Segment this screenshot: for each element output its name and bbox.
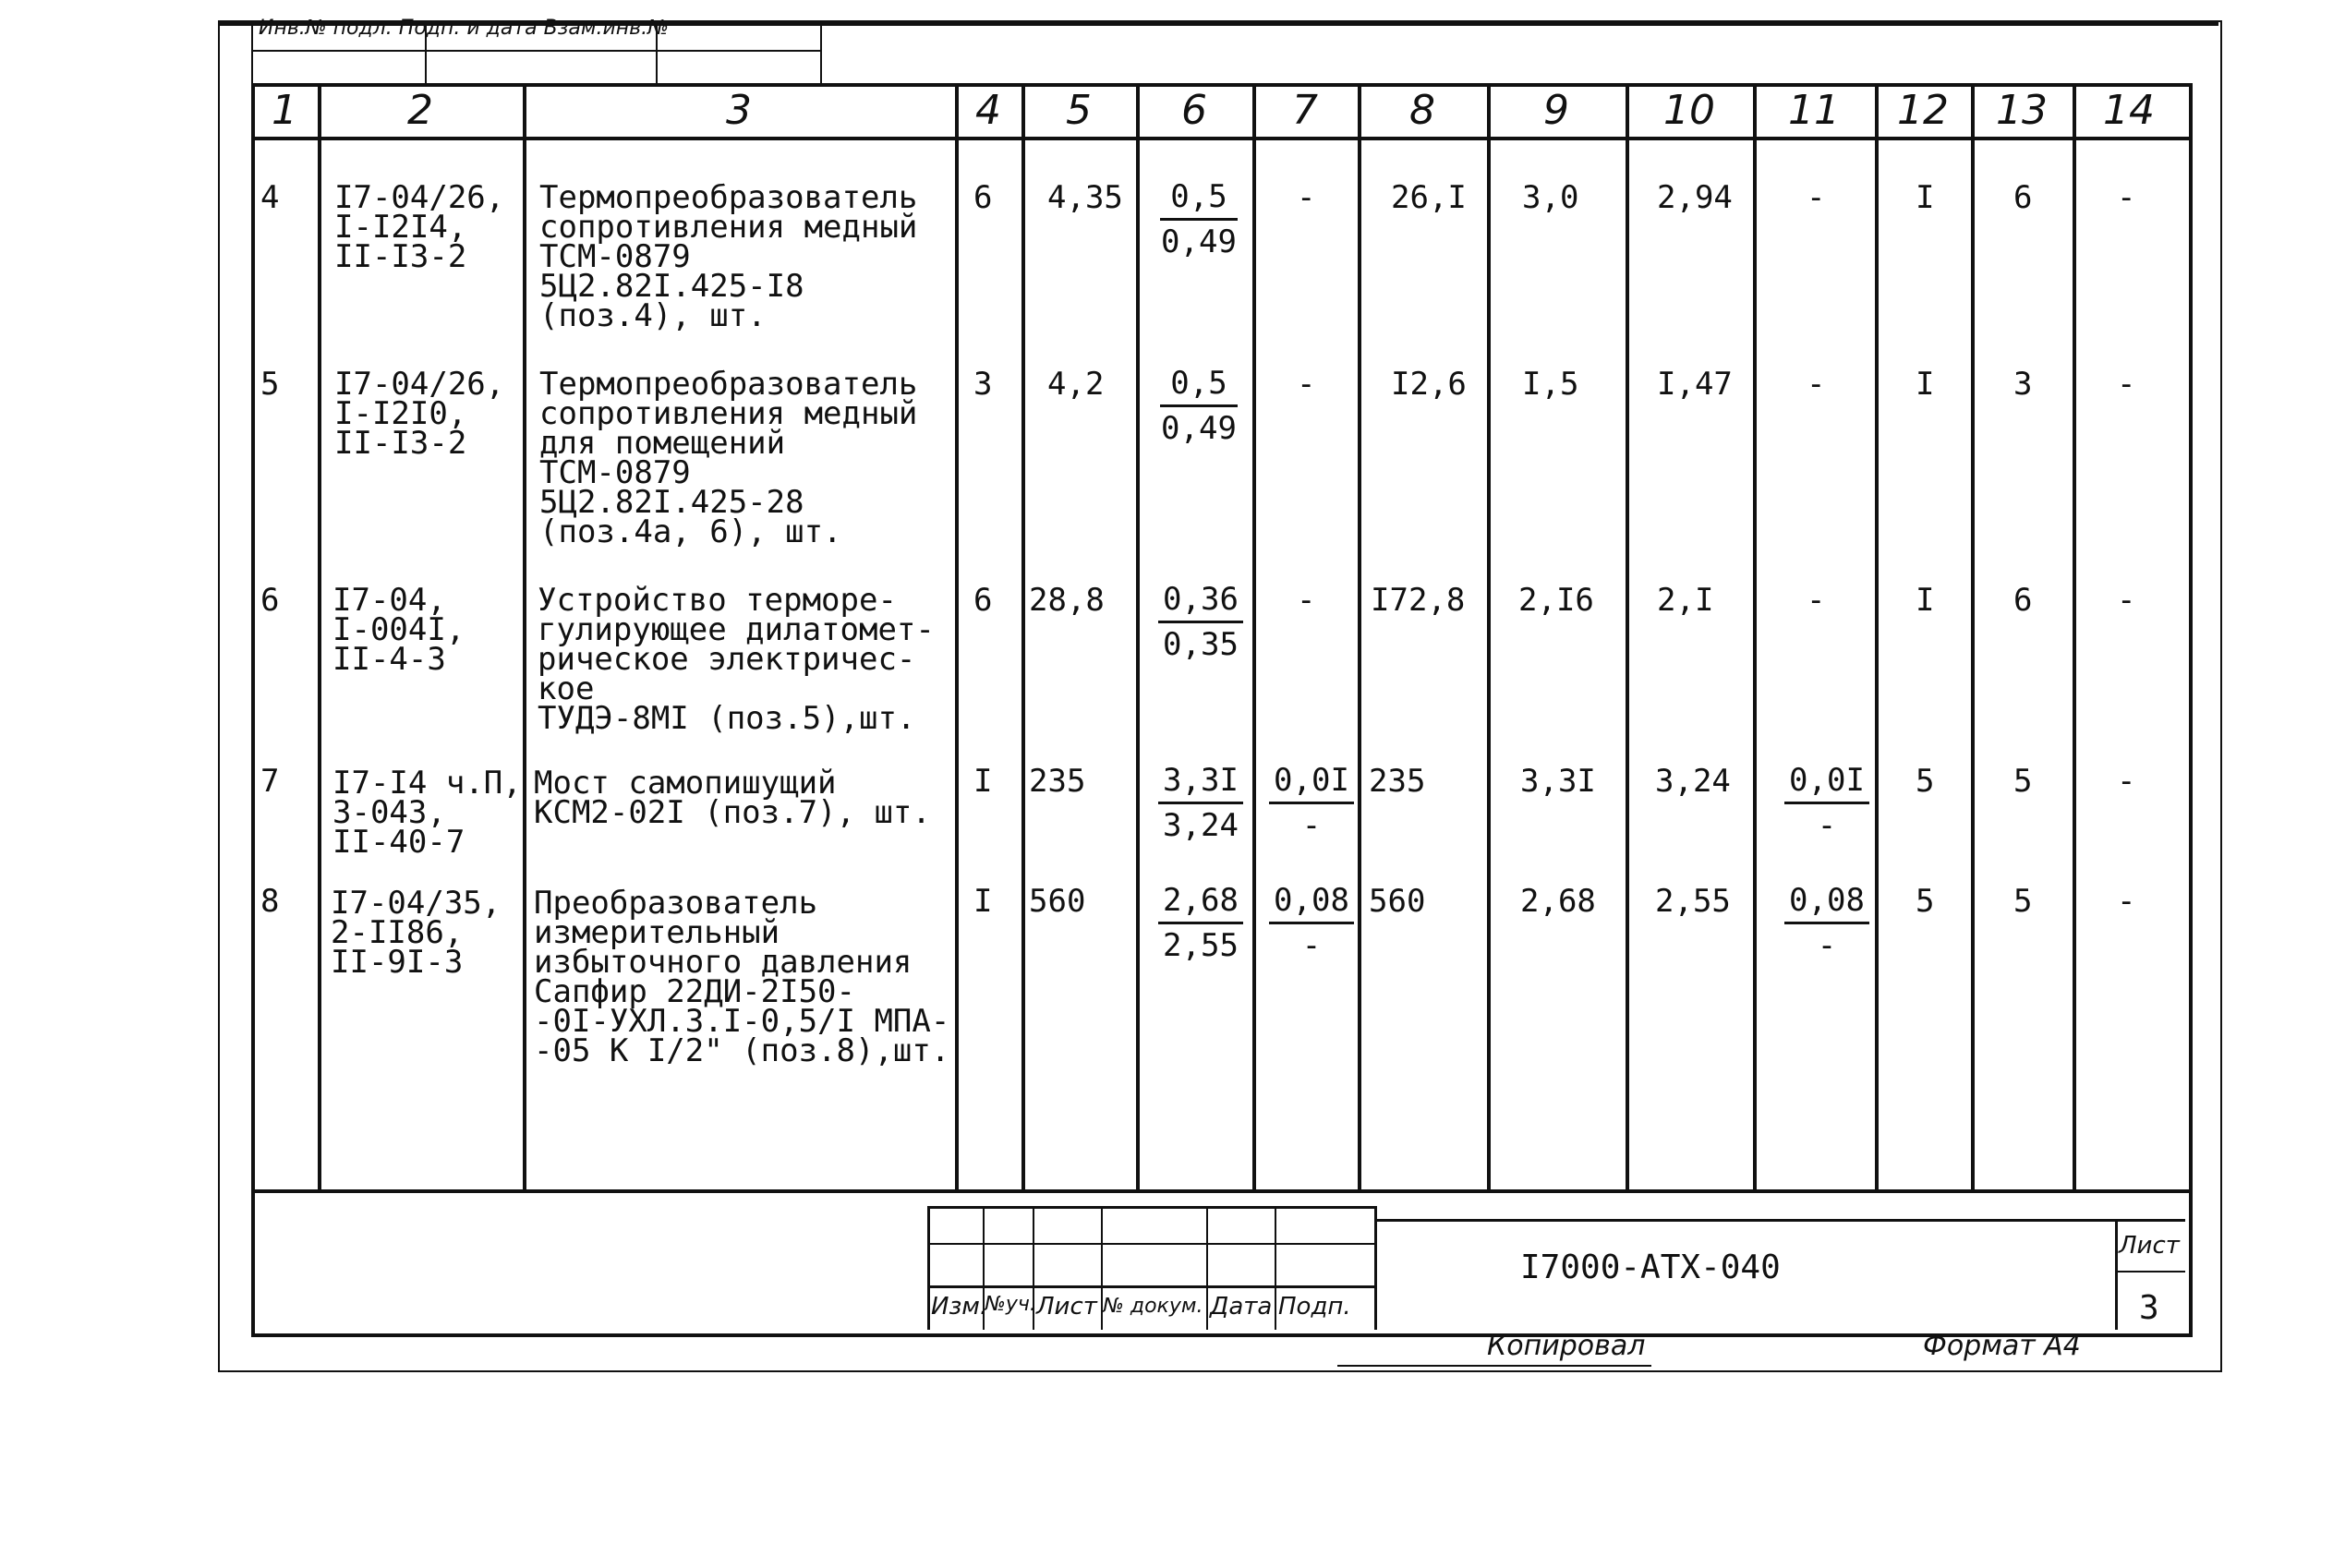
row-6-c9: 2,I6 [1518,582,1594,619]
stamp-col-sign: Подп. [1278,1293,1351,1321]
row-8-c6-bot: 2,55 [1163,927,1239,964]
row-5-c6 [1160,362,1238,450]
stamp-v4 [1206,1206,1208,1330]
row-6-c12: I [1916,582,1935,619]
col-line-6 [1252,83,1256,1189]
row-8-c11-bot: - [1817,927,1837,964]
row-5-c13: 3 [2013,366,2033,403]
col-header-7: 7 [1292,86,1318,134]
stamp-top-line [927,1206,1374,1209]
stamp-v6 [1374,1206,1377,1330]
row-8-c7-bot: - [1301,927,1322,964]
col-header-9: 9 [1543,86,1569,134]
row-8-c6 [1158,879,1243,967]
col-line-9 [1626,83,1629,1189]
top-stub-text: Инв.№ подл. Подп. и дата Взам.инв.№ [259,17,670,40]
row-8-c8: 560 [1369,883,1426,920]
row-8-c12: 5 [1916,883,1935,920]
row-7-code: I7-I4 ч.П, 3-043, II-40-7 [332,765,522,861]
row-4-c4: 6 [973,179,993,216]
col-line-8 [1487,83,1491,1189]
row-8-c11-top: 0,08 [1784,879,1869,924]
stamp-col-izm: Изм. [931,1293,988,1321]
sheet-box-v [2115,1219,2118,1330]
col-line-1 [318,83,321,1189]
row-4-c10: 2,94 [1657,179,1733,216]
col-header-6: 6 [1181,86,1207,134]
row-8-c13: 5 [2013,883,2033,920]
col-line-3 [955,83,959,1189]
col-header-14: 14 [2103,86,2155,134]
row-4-c14: - [2117,179,2136,216]
row-6-c5: 28,8 [1029,582,1105,619]
row-6-n: 6 [260,582,280,619]
row-5-c9: I,5 [1522,366,1579,403]
row-4-code: I7-04/26, I-I2I4, II-I3-2 [334,179,505,275]
row-5-c7: - [1297,366,1316,403]
col-header-12: 12 [1897,86,1949,134]
row-5-c10: I,47 [1657,366,1733,403]
row-6-c6-bot: 0,35 [1163,626,1239,663]
row-7-c11-bot: - [1817,807,1837,844]
row-7-n: 7 [260,763,280,800]
stamp-v5 [1275,1206,1276,1330]
row-7-c7-top: 0,0I [1269,759,1354,804]
row-5-c12: I [1916,366,1935,403]
row-6-c6 [1158,578,1243,666]
row-6-c7: - [1297,582,1316,619]
row-4-c11: - [1807,179,1826,216]
col-header-3: 3 [726,86,752,134]
row-6-c14: - [2117,582,2136,619]
stamp-mid-line-1 [927,1243,1374,1245]
row-6-c8: I72,8 [1371,582,1466,619]
row-7-c4: I [973,763,993,800]
row-5-c11: - [1807,366,1826,403]
sheet-box-h [2115,1271,2185,1272]
row-4-c13: 6 [2013,179,2033,216]
row-8-c5: 560 [1029,883,1086,920]
stamp-col-nuch: №уч. [985,1293,1036,1316]
row-8-c14: - [2117,883,2136,920]
row-5-c14: - [2117,366,2136,403]
col-line-7 [1358,83,1361,1189]
stub-v4 [820,20,822,85]
row-7-c6 [1158,759,1243,847]
row-8-c7-top: 0,08 [1269,879,1354,924]
row-7-c6-top: 3,3I [1158,759,1243,804]
stamp-v0 [927,1206,930,1330]
header-bottom-line [251,137,2189,140]
row-8-c7 [1269,879,1354,967]
col-header-1: 1 [272,86,297,134]
copied-underline [1337,1365,1651,1367]
col-line-5 [1136,83,1140,1189]
copied-label: Копировал [1487,1330,1646,1362]
row-7-c9: 3,3I [1520,763,1596,800]
stamp-mid-line-2 [927,1285,1374,1288]
row-5-code: I7-04/26, I-I2I0, II-I3-2 [334,366,505,462]
col-line-11 [1875,83,1879,1189]
row-4-c6-top: 0,5 [1160,175,1238,221]
col-header-11: 11 [1788,86,1840,134]
row-4-c7: - [1297,179,1316,216]
format-label: Формат А4 [1923,1330,2081,1362]
row-7-c5: 235 [1029,763,1086,800]
row-8-code: I7-04/35, 2-II86, II-9I-3 [331,885,502,981]
stub-v3 [656,20,658,85]
stub-v2 [425,20,427,85]
row-7-c14: - [2117,763,2136,800]
col-header-13: 13 [1996,86,2048,134]
stamp-col-date: Дата [1210,1293,1273,1321]
row-4-c12: I [1916,179,1935,216]
row-6-c13: 6 [2013,582,2033,619]
row-5-c6-top: 0,5 [1160,362,1238,407]
col-header-4: 4 [975,86,1001,134]
row-4-n: 4 [260,179,280,216]
row-5-c8: I2,6 [1391,366,1467,403]
body-bottom-line [251,1189,2189,1193]
row-8-c11 [1784,879,1869,967]
sheet-label: Лист [2119,1232,2180,1260]
row-4-c6 [1160,175,1238,263]
doc-code: I7000-АТХ-040 [1520,1248,1781,1286]
sheet-number: 3 [2139,1289,2159,1327]
row-4-c5: 4,35 [1047,179,1123,216]
row-8-c6-top: 2,68 [1158,879,1243,924]
row-4-c9: 3,0 [1522,179,1579,216]
row-7-c11-top: 0,0I [1784,759,1869,804]
stub-h [251,50,820,52]
row-7-c7 [1269,759,1354,847]
col-header-2: 2 [407,86,433,134]
row-8-c10: 2,55 [1655,883,1731,920]
row-6-c10: 2,I [1657,582,1714,619]
col-line-13 [2073,83,2076,1189]
row-7-c13: 5 [2013,763,2033,800]
row-8-n: 8 [260,883,280,920]
row-7-c8: 235 [1369,763,1426,800]
row-8-name: Преобразователь измерительный избыточного давления Сапфир 22ДИ-2I50- -0I-УХЛ.3.I-0,5/I МПА- -05 К I/2" (поз.8),шт. [534,885,950,1069]
col-line-12 [1971,83,1975,1189]
row-5-c5: 4,2 [1047,366,1105,403]
row-8-c9: 2,68 [1520,883,1596,920]
col-line-10 [1753,83,1757,1189]
row-4-c8: 26,I [1391,179,1467,216]
col-header-8: 8 [1409,86,1435,134]
row-5-c4: 3 [973,366,993,403]
row-8-c4: I [973,883,993,920]
row-6-c6-top: 0,36 [1158,578,1243,623]
row-5-c6-bot: 0,49 [1161,410,1237,447]
row-7-c6-bot: 3,24 [1163,807,1239,844]
row-7-c10: 3,24 [1655,763,1731,800]
col-line-2 [523,83,526,1189]
stamp-col-ndoc: № докум. [1103,1295,1203,1318]
row-5-n: 5 [260,366,280,403]
row-4-c6-bot: 0,49 [1161,223,1237,260]
stamp-col-list: Лист [1036,1293,1097,1321]
row-6-c4: 6 [973,582,993,619]
stub-v1 [251,20,253,85]
row-7-name: Мост самопишущий КСМ2-02I (поз.7), шт. [534,765,931,831]
row-4-name: Термопреобразователь сопротивления медный ТСМ-0879 5Ц2.82I.425-I8 (поз.4), шт. [539,179,918,334]
row-5-name: Термопреобразователь сопротивления медный для помещений ТСМ-0879 5Ц2.82I.425-28 (поз.4а, 6), шт. [539,366,918,550]
row-7-c12: 5 [1916,763,1935,800]
col-header-10: 10 [1663,86,1715,134]
stamp-right-top [1374,1219,2185,1222]
row-6-c11: - [1807,582,1826,619]
row-7-c7-bot: - [1301,807,1322,844]
col-header-5: 5 [1066,86,1092,134]
row-6-code: I7-04, I-004I, II-4-3 [332,582,465,678]
col-line-4 [1021,83,1025,1189]
row-6-name: Устройство терморе- гулирующее дилатомет- рическое электричес- кое ТУДЭ-8МI (поз.5),шт. [538,582,935,737]
row-7-c11 [1784,759,1869,847]
